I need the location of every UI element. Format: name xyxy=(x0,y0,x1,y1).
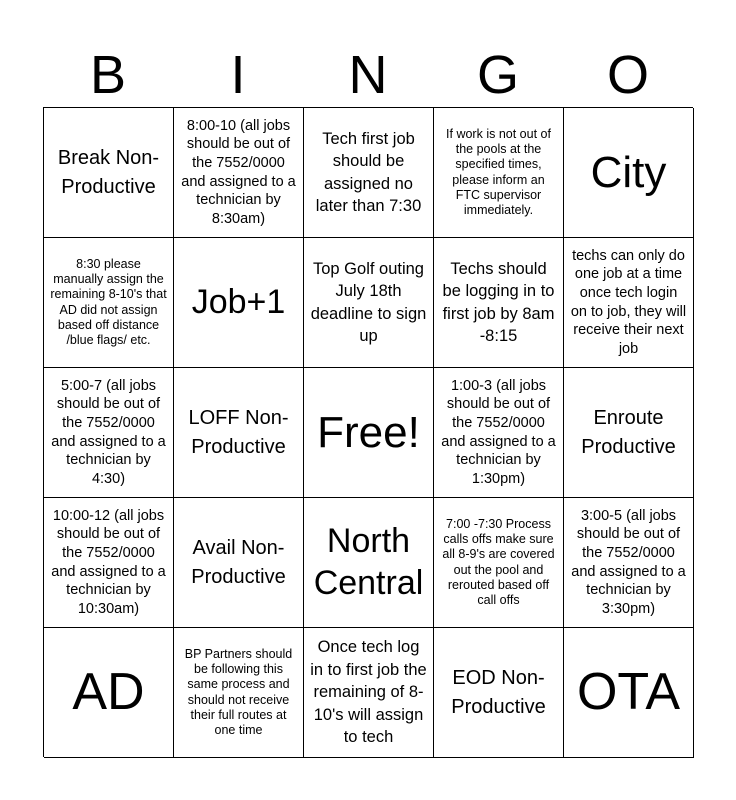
bingo-cell[interactable]: 8:00-10 (all jobs should be out of the 7552/0000 and assigned to a technician by 8:30am) xyxy=(174,108,304,238)
header-letter-n: N xyxy=(348,45,388,105)
bingo-cell[interactable]: Top Golf outing July 18th deadline to sign up xyxy=(304,238,434,368)
bingo-cell[interactable]: 7:00 -7:30 Process calls offs make sure all 8-9's are covered out the pool and rerouted based off call offs xyxy=(434,498,564,628)
bingo-cell[interactable]: 10:00-12 (all jobs should be out of the 7552/0000 and assigned to a technician by 10:30am) xyxy=(44,498,174,628)
bingo-cell[interactable]: OTA xyxy=(564,628,694,758)
header-letter-b: B xyxy=(89,45,127,105)
bingo-cell[interactable]: LOFF Non-Productive xyxy=(174,368,304,498)
bingo-cell[interactable]: Enroute Productive xyxy=(564,368,694,498)
bingo-cell[interactable]: City xyxy=(564,108,694,238)
bingo-cell[interactable]: Once tech log in to first job the remaining of 8-10's will assign to tech xyxy=(304,628,434,758)
header-letter-o: O xyxy=(606,45,649,105)
header-letter-i: I xyxy=(230,45,246,105)
bingo-cell[interactable]: Avail Non-Productive xyxy=(174,498,304,628)
bingo-cell[interactable]: Techs should be logging in to first job by 8am -8:15 xyxy=(434,238,564,368)
bingo-cell[interactable]: Job+1 xyxy=(174,238,304,368)
bingo-cell[interactable]: 8:30 please manually assign the remaining 8-10's that AD did not assign based off distance /blue flags/ etc. xyxy=(44,238,174,368)
bingo-cell[interactable]: 1:00-3 (all jobs should be out of the 7552/0000 and assigned to a technician by 1:30pm) xyxy=(434,368,564,498)
bingo-cell[interactable]: techs can only do one job at a time once tech login on to job, they will receive their next job xyxy=(564,238,694,368)
bingo-grid xyxy=(43,107,693,757)
bingo-header xyxy=(43,44,693,106)
bingo-cell[interactable]: North Central xyxy=(304,498,434,628)
bingo-cell[interactable]: 5:00-7 (all jobs should be out of the 7552/0000 and assigned to a technician by 4:30) xyxy=(44,368,174,498)
bingo-cell[interactable]: AD xyxy=(44,628,174,758)
bingo-cell[interactable]: Tech first job should be assigned no later than 7:30 xyxy=(304,108,434,238)
bingo-cell[interactable]: If work is not out of the pools at the specified times, please inform an FTC supervisor immediately. xyxy=(434,108,564,238)
bingo-cell[interactable]: 3:00-5 (all jobs should be out of the 7552/0000 and assigned to a technician by 3:30pm) xyxy=(564,498,694,628)
header-letter-g: G xyxy=(476,45,519,105)
bingo-cell[interactable]: BP Partners should be following this same process and should not receive their full routes at one time xyxy=(174,628,304,758)
bingo-cell[interactable]: EOD Non-Productive xyxy=(434,628,564,758)
bingo-cell[interactable]: Break Non-Productive xyxy=(44,108,174,238)
bingo-cell[interactable]: Free! xyxy=(304,368,434,498)
